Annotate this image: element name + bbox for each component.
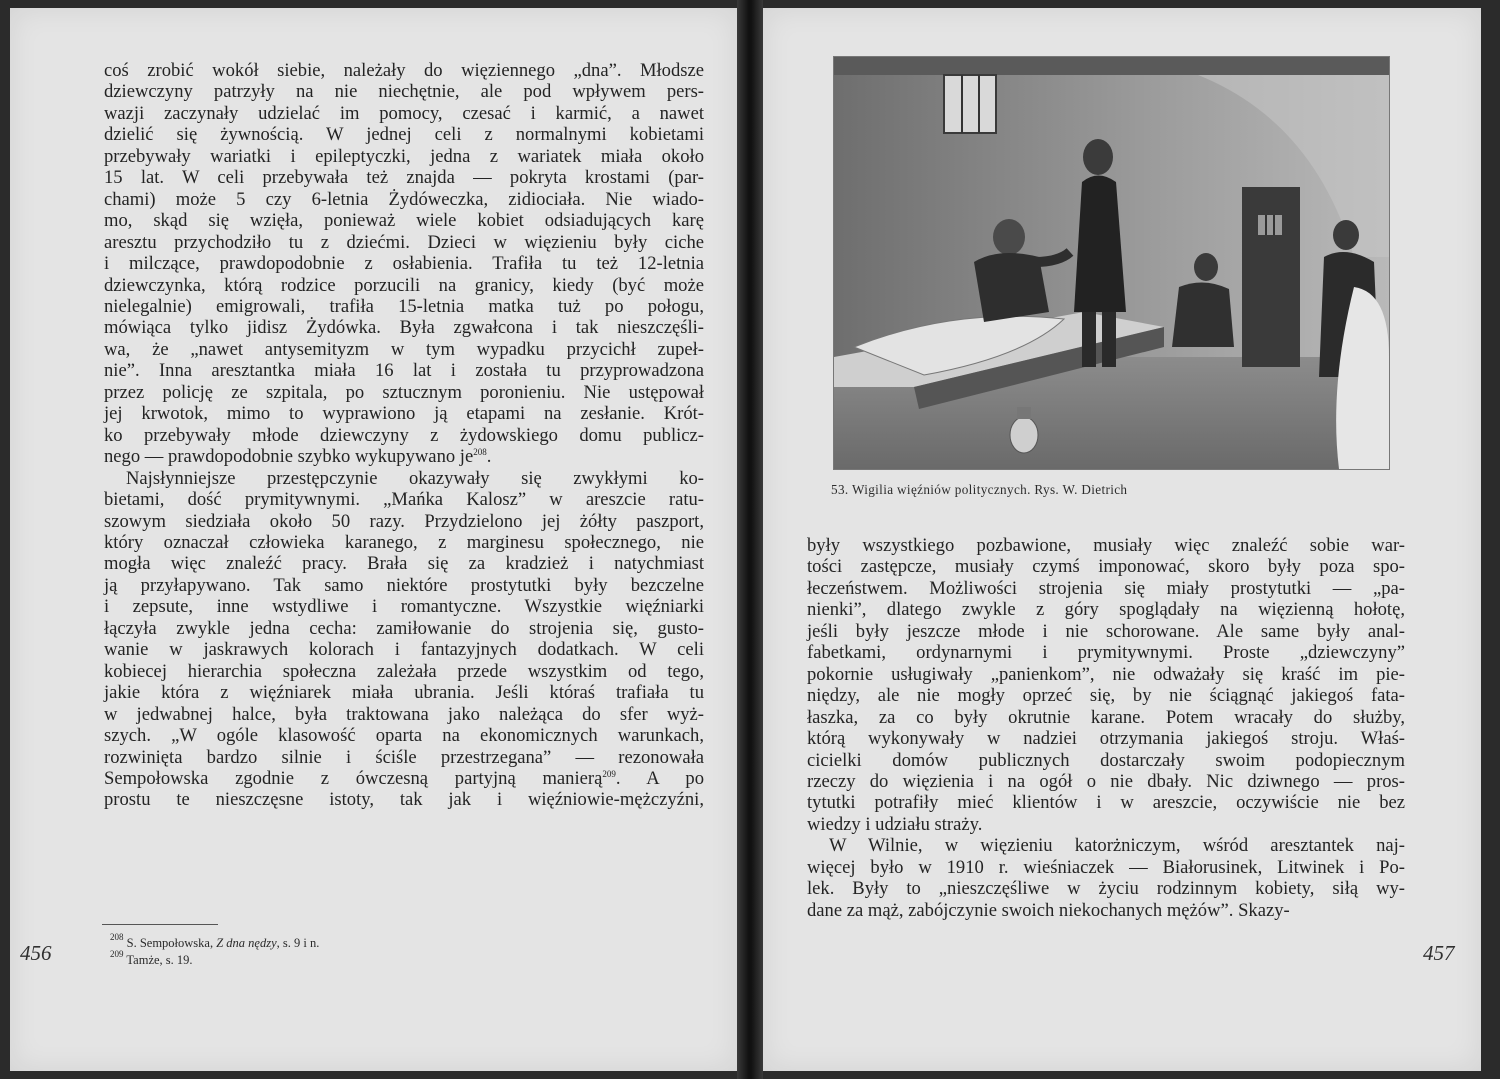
text-line: prostu te nieszczęsne istoty, tak jak i więźniowie-mężczyźni, [104, 789, 704, 811]
text-line: tytutki potrafiły mieć klientów i w areszcie, oczywiście nie bez [807, 792, 1405, 814]
left-page [10, 8, 737, 1071]
line-tail: . A po [615, 767, 704, 789]
text-line: i zepsute, inne wstydliwe i romantyczne. Wszystkie więźniarki [104, 596, 704, 618]
footnote-rule [102, 924, 218, 925]
paragraph [807, 535, 1405, 835]
text-line: lek. Były to „nieszczęśliwe w życiu rodzinnym kobiety, siłą wy- [807, 878, 1405, 900]
footnote-text: Tamże, s. 19. [126, 953, 193, 967]
text-line: szowym siedziała około 50 razy. Przydzielono jej żółty paszport, [104, 510, 704, 532]
text-line: mo, skąd się wzięła, ponieważ wiele kobiet odsiadujących karę [104, 210, 704, 232]
text-line: w jedwabnej halce, była traktowana jako należąca do sfer wyż- [104, 703, 704, 725]
book-gutter [737, 0, 763, 1079]
text-line: były wszystkiego pozbawione, musiały więc znaleźć sobie war- [807, 535, 1405, 556]
text-line: jeśli były jeszcze młode i nie schorowane. Ale same były anal- [807, 620, 1405, 642]
text-line: mówiąca tylko jidisz Żydówka. Była zgwałcona i tak nieszczęśli- [104, 317, 704, 339]
text-line: 15 lat. W celi przebywała też znajda — pokryta krostami (par- [104, 167, 704, 189]
text-line: szych. „W ogóle klasowość oparta na ekonomicznych warunkach, [104, 725, 704, 747]
right-page [763, 8, 1481, 1071]
footnote-number: 209 [110, 949, 124, 959]
text-line: W Wilnie, w więzieniu katorżniczym, wśród aresztantek naj- [829, 835, 1405, 857]
text-line: dzielić się żywnością. W jednej celi z normalnymi kobietami [104, 124, 704, 146]
footnote [110, 949, 319, 969]
paragraph [807, 835, 1405, 921]
footnote-text: S. Sempołowska, [126, 936, 217, 950]
text-line: dane za mąż, zabójczynie swoich niekochanych mężów”. Skazy- [807, 899, 1290, 921]
text-line: nielegalnie) emigrowali, trafiła 15-letnia matka tuż po połogu, [104, 295, 704, 317]
illustration-drawing [834, 57, 1389, 469]
text-line: bietami, dość prymitywnymi. „Mańka Kalosz” w areszcie ratu- [104, 489, 704, 511]
text-line: nie”. Inna aresztantka miała 16 lat i została tu przyprowadzona [104, 360, 704, 382]
text-line: wanie w jaskrawych kolorach i fantazyjnych dodatkach. W celi [104, 639, 704, 661]
text-line: rozwinięta bardzo silnie i ściśle przestrzegana” — rezonowała [104, 746, 704, 768]
text-line: pokornie usługiwały „panienkom”, nie odważały się kraść im pie- [807, 663, 1405, 685]
text-line: kobiecej hierarchia społeczna zależała przede wszystkim od tego, [104, 660, 704, 682]
footnote-text-end: , s. 9 i n. [276, 936, 320, 950]
text-line: chami) może 5 czy 6-letnia Żydóweczka, zidiociała. Nie wiado- [104, 188, 704, 210]
text-line: łaszka, za co były okrutnie karane. Potem wracały do służby, [807, 706, 1405, 728]
text-line: wa, że „nawet antysemityzm w tym wypadku przycichł zupeł- [104, 338, 704, 360]
text-line: jej krwotok, mimo to wyprawiono ją etapami na zesłanie. Krót- [104, 403, 704, 425]
text-line: wiedzy i udziału straży. [807, 813, 983, 835]
paragraph [104, 60, 704, 468]
text-line: więcej było w 1910 r. wieśniaczek — Białorusinek, Litwinek i Po- [807, 856, 1405, 878]
line-text: nego — prawdopodobnie szybko wykupywano je [104, 446, 474, 468]
page-number-right: 457 [1423, 941, 1455, 965]
illustration-caption: 53. Wigilia więźniów politycznych. Rys. W. Dietrich [831, 482, 1128, 497]
text-line: który oznaczał człowieka karanego, z marginesu społecznego, nie [104, 531, 704, 553]
text-line: jakie która z więźniarek miała ubrania. Jeśli któraś trafiała tu [104, 682, 704, 704]
text-line: dziewczynka, którą rodzice porzucili na granicy, kiedy (być może [104, 274, 704, 296]
text-line: i milczące, prawdopodobnie z osłabienia. Trafiła tu też 12-letnia [104, 253, 704, 275]
text-line: przebywały wariatki i epileptyczki, jedna z wariatek miała około [104, 145, 704, 167]
text-line: nienki”, dlatego zwykle z góry spoglądały na więzienną hołotę, [807, 599, 1405, 621]
text-line [104, 768, 704, 789]
text-line: tości zastępcze, musiały czymś imponować, skoro były poza spo- [807, 556, 1405, 578]
left-body-text [104, 60, 704, 811]
footnote-reference[interactable]: 208 [473, 447, 487, 458]
text-line: coś zrobić wokół siebie, należały do więziennego „dna”. Młodsze [104, 60, 704, 81]
text-line: aresztu przychodziło tu z dziećmi. Dzieci w więzieniu były ciche [104, 231, 704, 253]
text-line: niędzy, ale nie mogły oprzeć się, by nie ściągnąć jakiegoś fata- [807, 685, 1405, 707]
illustration-prison-christmas-eve [833, 56, 1390, 470]
text-line: fabetkami, ordynarnymi i prymitywnymi. Proste „dziewczyny” [807, 642, 1405, 664]
text-line: łączyła zwykle jedna cecha: zamiłowanie do strojenia się, gusto- [104, 617, 704, 639]
footnote [110, 932, 320, 952]
text-line: ko przebywały młode dziewczyny z żydowskiego domu publicz- [104, 424, 704, 446]
footnote-title: Z dna nędzy [216, 936, 277, 950]
text-line: wazji zaczynały udzielać im pomocy, czesać i karmić, a nawet [104, 102, 704, 124]
text-line [104, 446, 704, 467]
text-line: mogła więc znaleźć pracy. Brała się za kradzież i natychmiast [104, 553, 704, 575]
text-line: ją przyłapywano. Tak samo niektóre prostytutki były bezczelne [104, 574, 704, 596]
text-line: łeczeństwem. Możliwości strojenia się miały prostytutki — „pa- [807, 577, 1405, 599]
footnote-reference[interactable]: 209 [602, 768, 616, 779]
line-tail: . [486, 446, 492, 468]
text-line: Najsłynniejsze przestępczynie okazywały się zwykłymi ko- [126, 467, 704, 489]
text-line: przez policję ze szpitala, po sztucznym poronieniu. Nie ustępował [104, 381, 704, 403]
footnote-number: 208 [110, 932, 124, 942]
text-line: dziewczyny patrzyły na nie niechętnie, ale pod wpływem pers- [104, 81, 704, 103]
text-line: cicielki domów publicznych dostarczały swoim podopiecznym [807, 749, 1405, 771]
line-text: Sempołowska zgodnie z ówczesną partyjną manierą [104, 767, 603, 789]
footnotes [110, 932, 320, 969]
text-line: rzeczy do więzienia i na ogół o nie dbały. Nic dziwnego — pros- [807, 770, 1405, 792]
paragraph [104, 468, 704, 811]
right-body-text [807, 535, 1405, 921]
page-number-left: 456 [20, 941, 52, 965]
text-line: którą wykonywały w nadziei otrzymania jakiegoś stroju. Właś- [807, 728, 1405, 750]
